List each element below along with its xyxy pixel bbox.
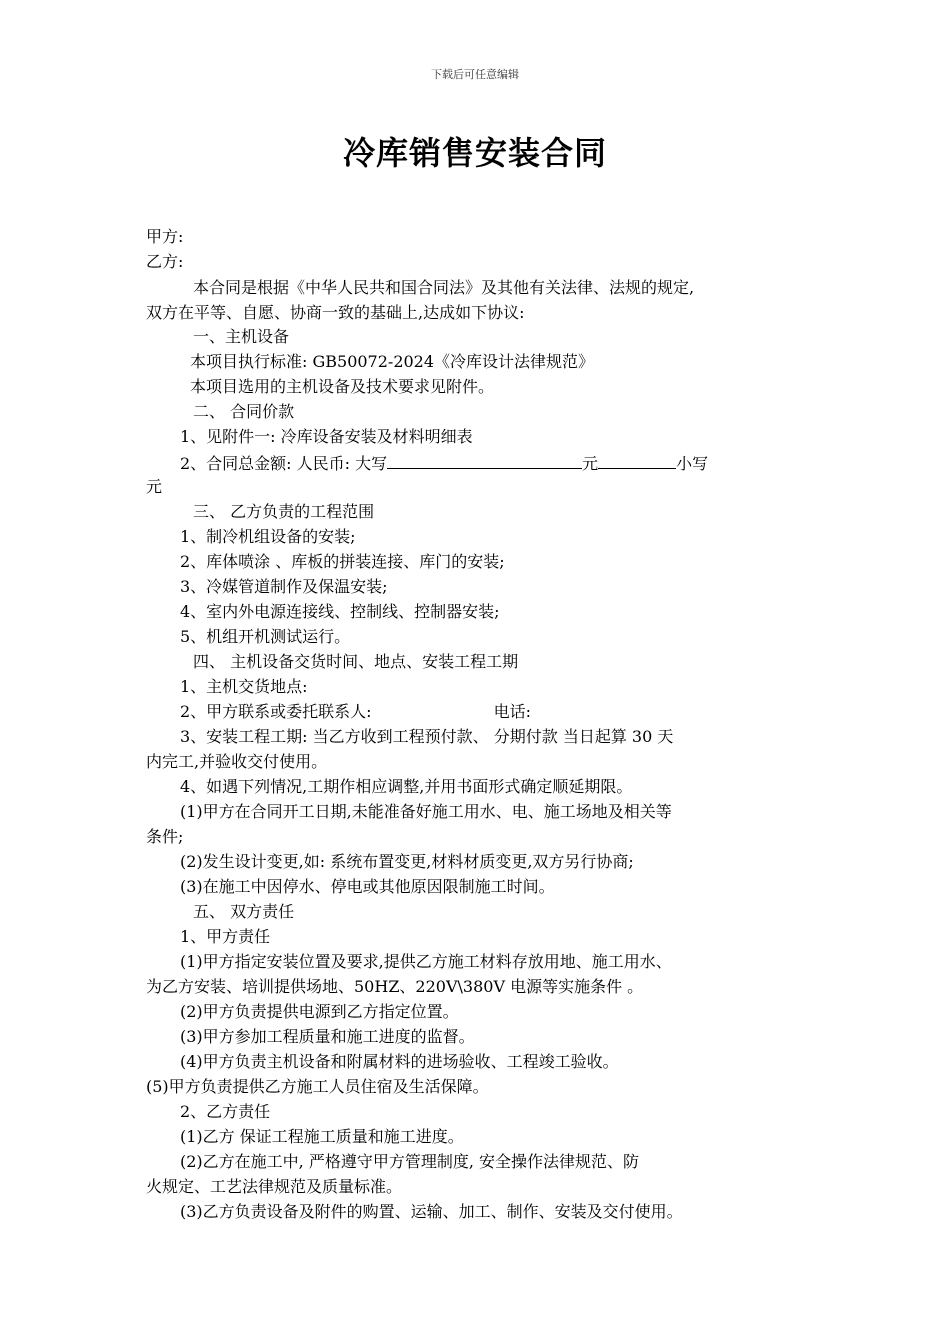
section-4-item-3-cont: 内完工,并验收交付使用。 (146, 752, 328, 771)
party-b-line: 乙方: (146, 252, 184, 271)
section-4-item-4: 4、如遇下列情况,工期作相应调整,并用书面形式确定顺延期限。 (180, 777, 633, 796)
phone-label: 电话: (493, 702, 531, 721)
party-a-duty-3: (3)甲方参加工程质量和施工进度的监督。 (180, 1027, 475, 1046)
lowercase-label: 小写 (676, 454, 709, 473)
section-4-item-3: 3、安装工程工期: 当乙方收到工程预付款、 分期付款 当日起算 30 天 (180, 727, 674, 746)
intro-line-2: 双方在平等、自愿、协商一致的基础上,达成如下协议: (146, 303, 525, 322)
section-4-sub-2: (2)发生设计变更,如: 系统布置变更,材料材质变更,双方另行协商; (180, 852, 634, 871)
intro-line-1: 本合同是根据《中华人民共和国合同法》及其他有关法律、法规的规定, (193, 278, 695, 297)
yuan-label: 元 (582, 454, 599, 473)
section-2-item-2 (180, 450, 708, 476)
party-a-duty-1-cont: 为乙方安装、培训提供场地、50HZ、220V\380V 电源等实施条件 。 (146, 977, 644, 996)
section-4-title: 四、 主机设备交货时间、地点、安装工程工期 (193, 652, 519, 671)
party-a-line: 甲方: (146, 227, 184, 246)
section-3-item-2: 2、库体喷涂 、库板的拼装连接、库门的安装; (180, 552, 505, 571)
total-amount-label: 2、合同总金额: 人民币: 大写 (180, 454, 388, 473)
party-b-duty-1: (1)乙方 保证工程施工质量和施工进度。 (180, 1127, 464, 1146)
party-a-duties-title: 1、甲方责任 (180, 927, 271, 946)
party-a-duty-5: (5)甲方负责提供乙方施工人员住宿及生活保障。 (146, 1077, 489, 1096)
party-a-duty-1: (1)甲方指定安装位置及要求,提供乙方施工材料存放用地、施工用水、 (180, 952, 672, 971)
party-a-duty-4: (4)甲方负责主机设备和附属材料的进场验收、工程竣工验收。 (180, 1052, 619, 1071)
document-title: 冷库销售安装合同 (342, 134, 607, 172)
amount-lowercase-blank[interactable] (598, 450, 676, 469)
party-b-duty-2-cont: 火规定、工艺法律规范及质量标准。 (146, 1177, 403, 1196)
section-4-sub-1-cont: 条件; (146, 827, 184, 846)
section-1-title: 一、主机设备 (193, 327, 290, 346)
amount-uppercase-blank[interactable] (387, 450, 582, 469)
section-3-item-1: 1、制冷机组设备的安装; (180, 527, 356, 546)
section-3-item-3: 3、冷媒管道制作及保温安装; (180, 577, 388, 596)
section-3-title: 三、 乙方负责的工程范围 (193, 502, 375, 521)
section-4-item-1: 1、主机交货地点: (180, 677, 308, 696)
section-3-item-5: 5、机组开机测试运行。 (180, 627, 351, 646)
party-a-duty-2: (2)甲方负责提供电源到乙方指定位置。 (180, 1002, 459, 1021)
section-1-equipment: 本项目选用的主机设备及技术要求见附件。 (190, 377, 495, 396)
section-3-item-4: 4、室内外电源连接线、控制线、控制器安装; (180, 602, 500, 621)
section-2-item-2-cont: 元 (146, 477, 163, 496)
party-b-duties-title: 2、乙方责任 (180, 1102, 271, 1121)
section-1-standard: 本项目执行标准: GB50072-2024《冷库设计法律规范》 (190, 352, 595, 371)
section-5-title: 五、 双方责任 (193, 902, 295, 921)
section-2-item-1: 1、见附件一: 冷库设备安装及材料明细表 (180, 427, 473, 446)
section-4-item-2 (180, 700, 531, 724)
section-4-sub-3: (3)在施工中因停水、停电或其他原因限制施工时间。 (180, 877, 555, 896)
section-4-sub-1: (1)甲方在合同开工日期,未能准备好施工用水、电、施工场地及相关等 (180, 802, 672, 821)
party-b-duty-2: (2)乙方在施工中, 严格遵守甲方管理制度, 安全操作法律规范、防 (180, 1152, 640, 1171)
contact-person-label: 2、甲方联系或委托联系人: (180, 702, 372, 721)
party-b-duty-3: (3)乙方负责设备及附件的购置、运输、加工、制作、安装及交付使用。 (180, 1202, 683, 1221)
header-note: 下载后可任意编辑 (431, 68, 519, 81)
section-2-title: 二、 合同价款 (193, 402, 295, 421)
